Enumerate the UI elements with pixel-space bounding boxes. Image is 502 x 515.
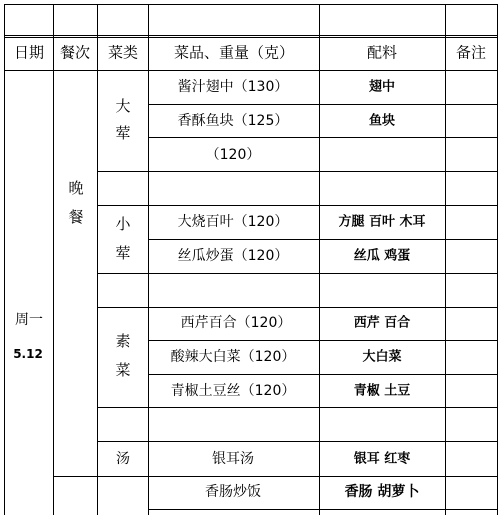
dish-name: 西芹百合（120） <box>180 315 292 331</box>
dish-ingredients: 香肠 胡萝卜 <box>344 484 420 500</box>
grid-line <box>148 340 498 341</box>
grid-line <box>53 4 54 515</box>
grid-line <box>497 4 498 515</box>
header-dish: 菜品、重量（克） <box>173 43 295 62</box>
dish-ingredients: 银耳 红枣 <box>353 451 411 467</box>
grid-line <box>148 104 498 105</box>
dish-name: 酱汁翅中（130） <box>177 79 289 95</box>
grid-line <box>4 4 5 515</box>
category-big-meat <box>115 99 130 141</box>
grid-line <box>148 137 498 138</box>
dish-name: 大烧百叶（120） <box>177 214 289 230</box>
category-veg <box>115 334 130 378</box>
date-label: 5.12 <box>13 347 43 361</box>
grid-line <box>97 205 498 206</box>
dish-name: 香肠炒饭 <box>205 484 261 500</box>
category-char: 大 <box>115 97 131 115</box>
grid-line <box>97 171 498 172</box>
grid-line <box>97 4 98 515</box>
dish-name: （120） <box>205 147 261 163</box>
dish-ingredients: 方腿 百叶 木耳 <box>338 214 426 230</box>
grid-line <box>97 273 498 274</box>
header-date: 日期 <box>13 43 45 62</box>
grid-line <box>4 37 498 38</box>
header-category: 菜类 <box>107 43 139 62</box>
grid-line <box>4 4 498 5</box>
grid-line <box>445 4 446 515</box>
dish-ingredients: 鱼块 <box>368 113 396 129</box>
dish-name: 丝瓜炒蛋（120） <box>177 248 289 264</box>
weekday-label: 周一 <box>15 312 43 328</box>
category-char: 素 <box>115 332 131 350</box>
category-small-meat <box>115 217 130 261</box>
dish-ingredients: 西芹 百合 <box>353 315 411 331</box>
header-ingredients: 配料 <box>366 43 398 62</box>
header-notes: 备注 <box>455 43 487 62</box>
meal-name-char: 晚 <box>68 179 84 197</box>
grid-line <box>319 4 320 515</box>
dish-name: 青椒土豆丝（120） <box>170 383 296 399</box>
category-char: 荤 <box>115 244 131 262</box>
dish-ingredients: 青椒 土豆 <box>353 383 411 399</box>
dish-ingredients: 大白菜 <box>362 349 402 365</box>
grid-line <box>148 374 498 375</box>
grid-line <box>4 35 498 36</box>
grid-line <box>97 307 498 308</box>
grid-line <box>148 509 498 510</box>
grid-line <box>4 70 498 71</box>
category-char: 小 <box>115 215 131 233</box>
grid-line <box>97 407 498 408</box>
meal-name <box>68 181 83 225</box>
grid-line <box>148 4 149 515</box>
category-soup: 汤 <box>116 451 130 467</box>
grid-line <box>148 239 498 240</box>
grid-line <box>97 441 498 442</box>
dish-name: 酸辣大白菜（120） <box>170 349 296 365</box>
header-meal: 餐次 <box>59 43 91 62</box>
dish-name: 银耳汤 <box>212 451 254 467</box>
dish-name: 香酥鱼块（125） <box>177 113 289 129</box>
dish-ingredients: 翅中 <box>368 79 396 95</box>
meal-name-char: 餐 <box>68 208 84 226</box>
dish-ingredients: 丝瓜 鸡蛋 <box>353 248 411 264</box>
category-char: 菜 <box>115 361 131 379</box>
grid-line <box>53 476 498 477</box>
category-char: 荤 <box>115 124 131 142</box>
